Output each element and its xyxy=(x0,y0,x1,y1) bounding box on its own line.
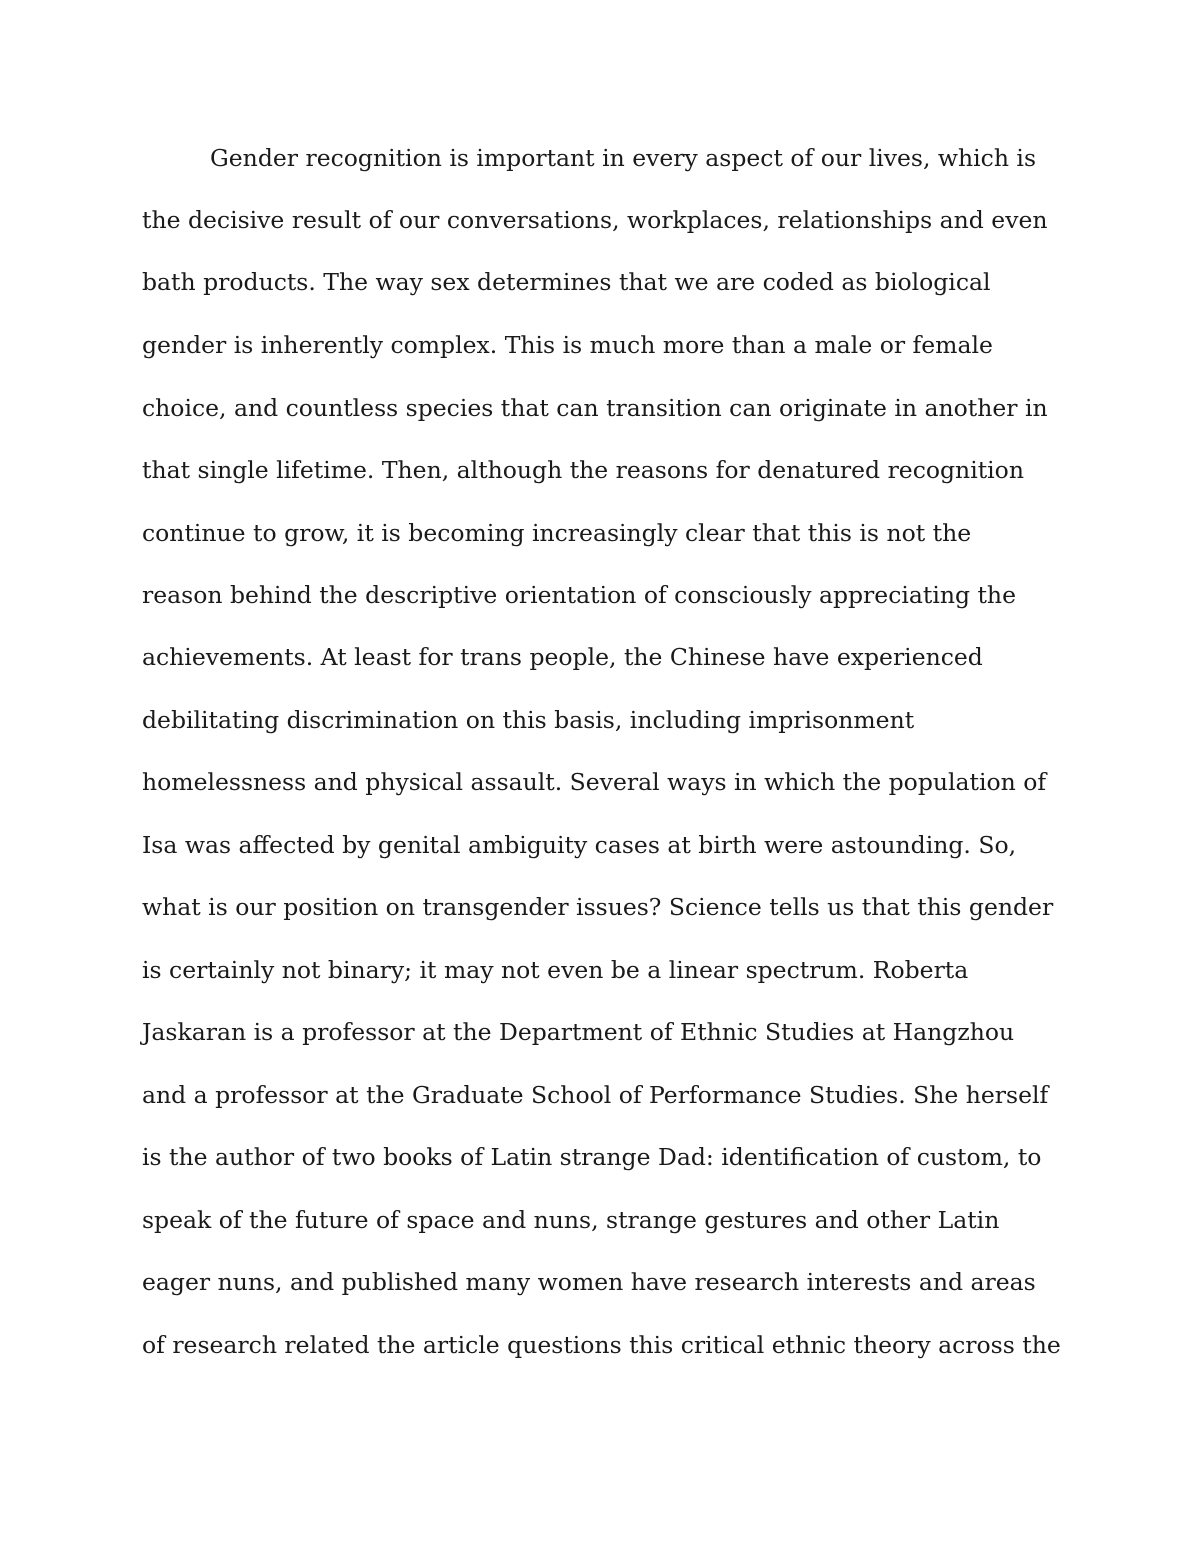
text-line: bath products. The way sex determines that we are coded as biological xyxy=(142,268,991,296)
text-line: is the author of two books of Latin strange Dad: identification of custom, to xyxy=(142,1143,1042,1171)
text-line: homelessness and physical assault. Several ways in which the population of xyxy=(142,768,1047,796)
text-line: that single lifetime. Then, although the reasons for denatured recognition xyxy=(142,456,1024,484)
text-line: speak of the future of space and nuns, strange gestures and other Latin xyxy=(142,1206,1000,1234)
text-line: gender is inherently complex. This is much more than a male or female xyxy=(142,331,993,359)
text-line: Jaskaran is a professor at the Department of Ethnic Studies at Hangzhou xyxy=(142,1018,1015,1046)
text-line: Isa was affected by genital ambiguity cases at birth were astounding. So, xyxy=(142,831,1017,859)
text-line: continue to grow, it is becoming increasingly clear that this is not the xyxy=(142,519,972,547)
text-line: choice, and countless species that can transition can originate in another in xyxy=(142,394,1048,422)
text-line: and a professor at the Graduate School of Performance Studies. She herself xyxy=(142,1081,1049,1109)
text-line: of research related the article questions this critical ethnic theory across the xyxy=(142,1331,1061,1359)
text-line: eager nuns, and published many women have research interests and areas xyxy=(142,1268,1036,1296)
text-line: the decisive result of our conversations, workplaces, relationships and even xyxy=(142,206,1048,234)
text-line: is certainly not binary; it may not even be a linear spectrum. Roberta xyxy=(142,956,969,984)
text-line: achievements. At least for trans people, the Chinese have experienced xyxy=(142,643,983,671)
text-line: debilitating discrimination on this basis, including imprisonment xyxy=(142,706,915,734)
text-line: Gender recognition is important in every aspect of our lives, which is xyxy=(210,144,1037,172)
text-line: reason behind the descriptive orientation of consciously appreciating the xyxy=(142,581,1016,609)
text-line: what is our position on transgender issues? Science tells us that this gender xyxy=(142,893,1054,921)
